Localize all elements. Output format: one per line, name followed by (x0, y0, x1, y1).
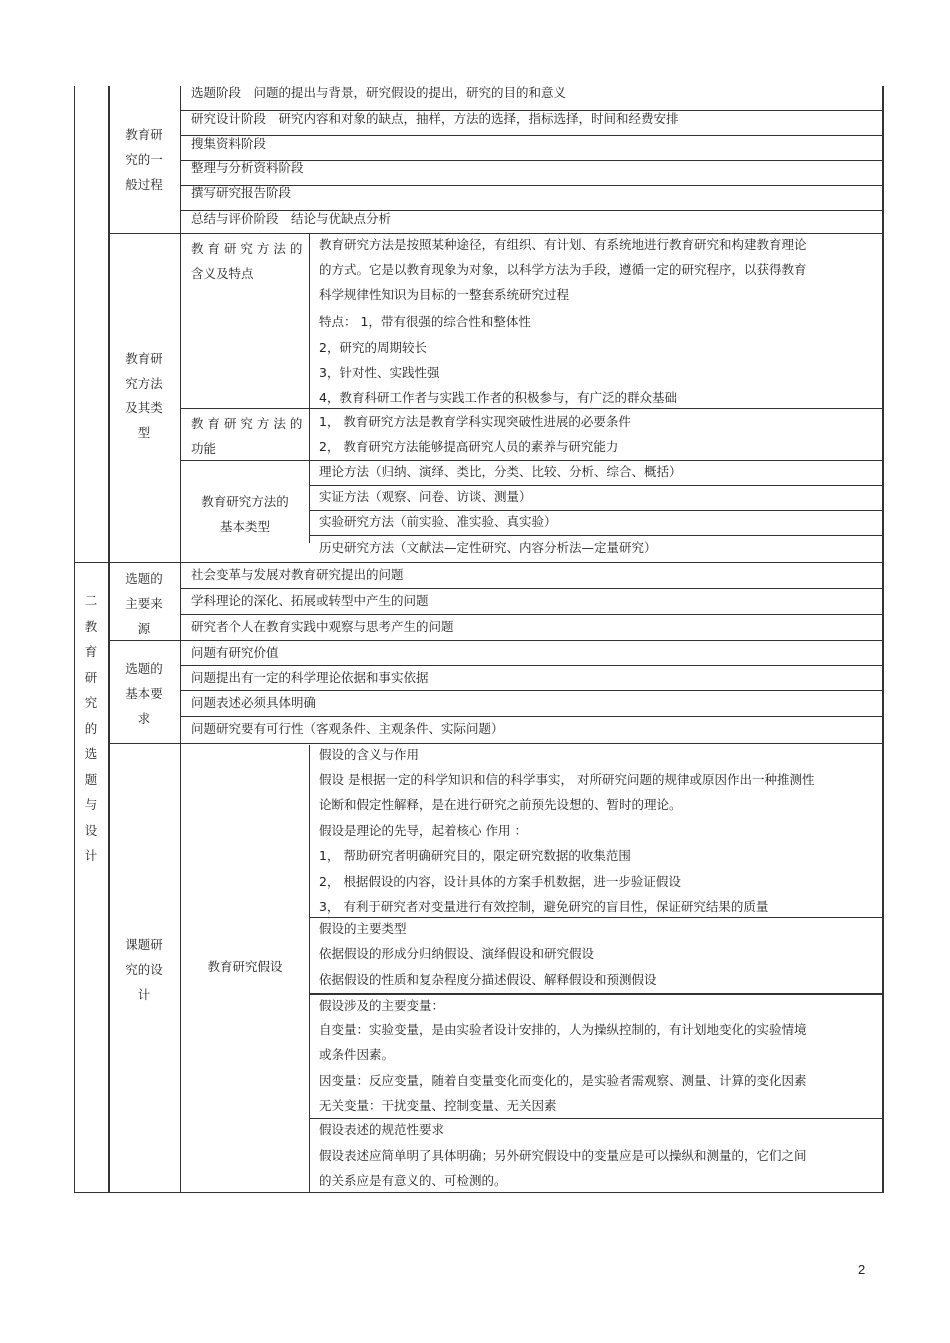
requirements-label: 选题的 基本要 求 (125, 661, 163, 726)
requirement-item: 问题研究要有可行性（客观条件、主观条件、实际问题） (191, 721, 504, 736)
stage-design: 研究设计阶段 研究内容和对象的缺点，抽样，方法的选择，指标选择，时间和经费安排 (191, 111, 679, 126)
meaning-label: 教 育 研 究 方 法 的 含义及特点 (191, 241, 303, 281)
general-process-label: 教育研 究的一 般过程 (125, 127, 163, 192)
requirement-item: 问题表述必须具体明确 (191, 695, 317, 710)
methods-label: 教育研 究方法 及其类 型 (125, 351, 163, 440)
type-theory: 理论方法（归纳、演绎、类比，分类、比较、分析、综合、概括） (319, 464, 682, 479)
stage-collect: 搜集资料阶段 (191, 136, 267, 151)
hypothesis-label: 教育研究假设 (207, 959, 283, 974)
source-item: 研究者个人在教育实践中观察与思考产生的问题 (191, 619, 454, 634)
function-label: 教 育 研 究 方 法 的 功能 (191, 416, 303, 456)
stage-summary: 总结与评价阶段 结论与优缺点分析 (191, 211, 392, 226)
type-empirical: 实证方法（观察、问卷、访谈、测量） (319, 489, 532, 504)
design-label: 课题研 究的设 计 (125, 937, 163, 1002)
requirement-item: 问题有研究价值 (191, 645, 279, 660)
stage-report: 撰写研究报告阶段 (191, 185, 292, 200)
type-historical: 历史研究方法（文献法—定性研究、内容分析法—定量研究） (319, 540, 657, 555)
type-experimental: 实验研究方法（前实验、准实验、真实验） (319, 514, 557, 529)
function-item: 1， 教育研究方法是教育学科实现突破性进展的必要条件 (319, 414, 631, 429)
document-table: 教育研 究的一 般过程 选题阶段 问题的提出与背景，研究假设的提出，研究的目的和意义 研究设计阶段 研究内容和对象的缺点，抽样，方法的选择，指标选择，时间和经费安排 搜集资料阶段 整理与分析资料阶段 撰写研究报告阶段 总结与评价阶段 结论与优缺点分析 教育研 究方法 及其类 型 教 育 研 究 方 法 的 含义及特点 教育研究方法是按照某种途径，有组织、有计划、有系统地进行教育研究和构建教育理论 的方式。它是以教育现象为对象，以科学方法为手段，遵循一定的研究程序，以获得教育 科学规律性知识为目标的一整套系统研究过程 特点： 1，带有很强的综合性和整体性 2，研究的周期较长 3，针对性、实践性强 4，教育科研工作者与实践工作者的积极参与，有广泛的群众基础 教 育 研 究 方 法 的 功能 1， 教育研究方法是教育学科实现突破性进展的必要条件 2， 教育研究方法能够提高研究人员的素养与研究能力 教育研究方法的 基本类型 理论方法（归纳、演绎、类比，分类、比较、分析、综合、概括） 实证方法（观察、问卷、访谈、测量） 实验研究方法（前实验、准实验、真实验） 历史研究方法（文献法—定性研究、内容分析法—定量研究） 二 教 育 研 究 的 选 题 与 设 计 选题的 主要来 源 社会变革与发展对教育研究提出的问题 学科理论的深化、拓展或转型中产生的问题 研究者个人在教育实践中观察与思考产生的问题 选题的 基本要 求 问题有研究价值 问题提出有一定的科学理论依据和事实依据 问题表述必须具体明确 问题研究要有可行性（客观条件、主观条件、实际问题） 课题研 究的设 计 教育研究假设 假设的含义与作用 假设 是根据一定的科学知识和信的科学事实， 对所研究问题的规律或原因作出一种推测性 论断和假定性解释，是在进行研究之前预先设想的、暂时的理论。 假设是理论的先导，起着核心 作用 ： 1， 帮助研究者明确研究目的，限定研究数据的收集范围 2， 根据假设的内容，设计具体的方案手机数据，进一步验证假设 3， 有利于研究者对变量进行有效控制，避免研究的盲目性，保证研究结果的质量 假设的主要类型 依据假设的形成分归纳假设、演绎假设和研究假设 依据假设的性质和复杂程度分描述假设、解释假设和预测假设 假设涉及的主要变量： 自变量：实验变量，是由实验者设计安排的，人为操纵控制的，有计划地变化的实验情境 或条件因素。 因变量：反应变量，随着自变量变化而变化的，是实验者需观察、测量、计算的变化因素 无关变量：干扰变量、控制变量、无关因素 假设表述的规范性要求 假设表述应简单明了具体明确；另外研究假设中的变量应是可以操纵和测量的，它们之间 的关系应是有意义的、可检测的。 (74, 86, 884, 1193)
section2-title: 二 教 育 研 究 的 选 题 与 设 计 (84, 593, 98, 863)
source-item: 学科理论的深化、拓展或转型中产生的问题 (191, 593, 429, 608)
source-item: 社会变革与发展对教育研究提出的问题 (191, 567, 404, 582)
stage-analyze: 整理与分析资料阶段 (191, 160, 304, 175)
sources-label: 选题的 主要来 源 (125, 571, 163, 636)
types-label: 教育研究方法的 基本类型 (201, 494, 289, 534)
requirement-item: 问题提出有一定的科学理论依据和事实依据 (191, 670, 429, 685)
function-item: 2， 教育研究方法能够提高研究人员的素养与研究能力 (319, 439, 619, 454)
stage-selection: 选题阶段 问题的提出与背景，研究假设的提出，研究的目的和意义 (191, 85, 567, 100)
page-number: 2 (858, 1262, 866, 1277)
